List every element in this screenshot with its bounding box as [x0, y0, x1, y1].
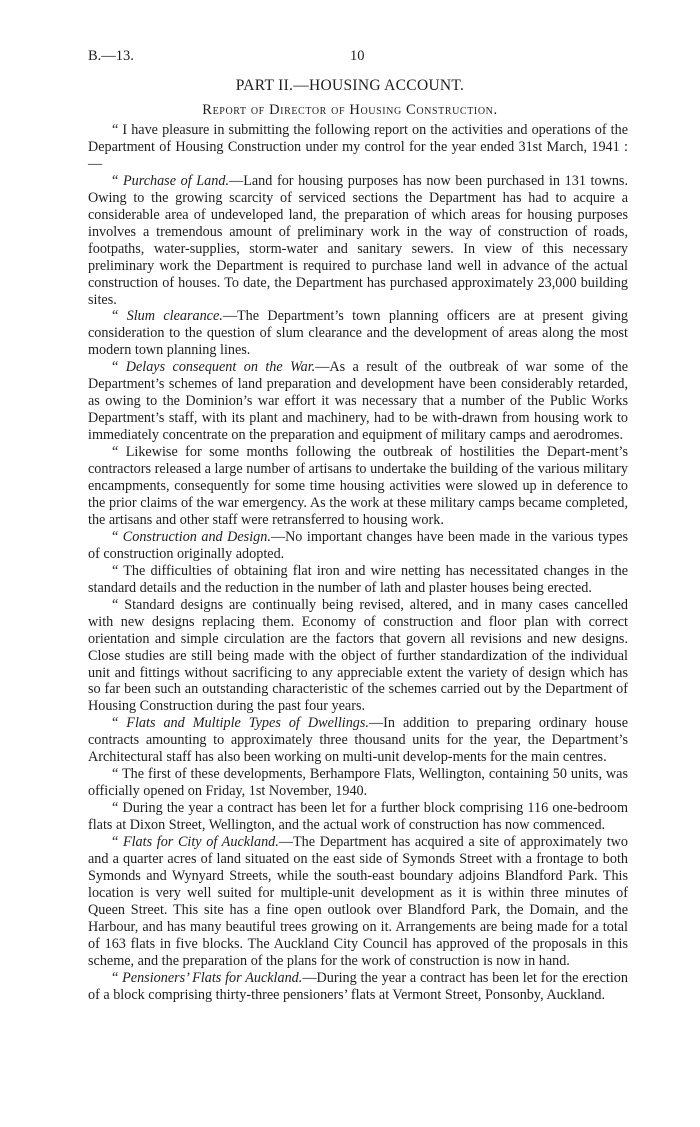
paragraph-construction-design: “ Construction and Design.—No important changes have been made in the various types of construction originally adopted.: [88, 528, 628, 562]
paragraph-text: —No important changes have been made in the various types of construction originally adopted.: [88, 528, 628, 562]
section-heading: Pensioners’ Flats for Auckland.: [122, 969, 303, 986]
paragraph-text: “ I have pleasure in submitting the following report on the activities and operations of the Department of Housing Construction under my control for the year ended 31st March, 1941 :—: [88, 122, 628, 172]
paragraph-flats-multiple: “ Flats and Multiple Types of Dwellings.—In addition to preparing ordinary house contracts amounting to approximately three thousand units for the year, the Department’s Architectural staff has also been working on multi-unit develop-ments for the main centres.: [88, 715, 628, 766]
paragraph-text: —Land for housing purposes has now been purchased in 131 towns. Owing to the growing scarcity of serviced sections the Department has had to acquire a considerable area of undeveloped land, the preparation of which areas for housing purposes involves a tremendous amount of preliminary work in the way of construction of roads, footpaths, water-supplies, storm-water and sanitary sewers. In view of this necessary preliminary work the Department is required to purchase land well in advance of the actual construction of houses. To date, the Department has purchased approximately 23,000 building sites.: [88, 172, 628, 308]
document-code: B.—13.: [88, 48, 134, 64]
paragraph-text: —In addition to preparing ordinary house contracts amounting to approximately three thousand units for the year, the Department’s Architectural staff has also been working on multi-unit develop-ments for the main centres.: [88, 715, 628, 766]
paragraph-slum-clearance: “ Slum clearance.—The Department’s town planning officers are at present giving consideration to the question of slum clearance and the development of areas along the most modern town planning lines.: [88, 308, 628, 359]
paragraph-dixon-street: [88, 800, 628, 834]
paragraph-berhampore: [88, 766, 628, 800]
part-title: PART II.—HOUSING ACCOUNT.: [235, 77, 465, 94]
paragraph-materials: [88, 563, 628, 597]
paragraph-pensioners-flats: “ Pensioners’ Flats for Auckland.—During the year a contract has been let for the erection of a block comprising thirty-three pensioners’ flats at Vermont Street, Ponsonby, Auckland.: [88, 969, 628, 1003]
report-body: [88, 122, 628, 1004]
report-title: Report of Director of Housing Construction.: [202, 102, 498, 118]
section-heading: Delays consequent on the War.: [125, 359, 316, 376]
section-heading: Construction and Design.: [122, 528, 271, 545]
paragraph-text: —As a result of the outbreak of war some of the Department’s schemes of land preparation and development have been considerably retarded, as owing to the Dominion’s war effort it was necessary that a number of the Public Works Department’s staff, with its plant and machinery, had to be with-drawn from housing work to immediately concentrate on the preparation and equipment of military camps and aerodromes.: [88, 359, 628, 444]
paragraph-standard-designs: [88, 597, 628, 716]
paragraph-text: —During the year a contract has been let for the erection of a block comprising thirty-three pensioners’ flats at Vermont Street, Ponsonby, Auckland.: [88, 969, 628, 1003]
paragraph-text: “ The difficulties of obtaining flat iron and wire netting has necessitated changes in the standard details and the reduction in the number of lath and plaster houses being erected.: [88, 562, 628, 596]
paragraph-text: —The Department’s town planning officers are at present giving consideration to the question of slum clearance and the development of areas along the most modern town planning lines.: [88, 308, 628, 359]
section-heading: Flats for City of Auckland.: [122, 834, 279, 851]
paragraph-contractors: [88, 444, 628, 529]
paragraph-introduction: [88, 122, 628, 173]
section-heading: Flats and Multiple Types of Dwellings.: [126, 715, 369, 732]
paragraph-text: “ Standard designs are continually being revised, altered, and in many cases cancelled with new designs replacing them. Economy of construction and floor plan with correct orientation and simple circulation are the factors that govern all revisions and new designs. Close studies are still being made with the object of further standardization of the individual unit and fittings without sacrificing to any appreciable extent the variety of design which has so far been such an outstanding characteristic of the schemes carried out by the Department of Housing Construction during the past four years.: [88, 596, 628, 715]
paragraph-auckland-flats: “ Flats for City of Auckland.—The Department has acquired a site of approximately two and a quarter acres of land situated on the east side of Symonds Street with a frontage to both Symonds and Wynyard Streets, while the south-east boundary adjoins Blandford Park. This location is very well suited for multiple-unit development as it is within three minutes of Queen Street. This site has a fine open outlook over Blandford Park, the Domain, and the Harbour, and has many beautiful trees growing on it. Arrangements are being made for a total of 163 flats in five blocks. The Auckland City Council has approved of the proposals in this scheme, and the preparation of the plans for the work of construction is now in hand.: [88, 834, 628, 969]
section-heading: Slum clearance.: [126, 308, 223, 325]
section-heading: Purchase of Land.: [122, 172, 230, 189]
paragraph-text: “ Likewise for some months following the outbreak of hostilities the Depart-ment’s contractors released a large number of artisans to undertake the building of the various military encampments, consequently for some time housing activities were slowed up in deference to the prior claims of the war emergency. As the work at these military camps became completed, the artisans and other staff were retransferred to housing work.: [88, 444, 628, 528]
paragraph-text: —The Department has acquired a site of approximately two and a quarter acres of land situated on the east side of Symonds Street with a frontage to both Symonds and Wynyard Streets, while the south-east boundary adjoins Blandford Park. This location is very well suited for multiple-unit development as it is within three minutes of Queen Street. This site has a fine open outlook over Blandford Park, the Domain, and the Harbour, and has many beautiful trees growing on it. Arrangements are being made for a total of 163 flats in five blocks. The Auckland City Council has approved of the proposals in this scheme, and the preparation of the plans for the work of construction is now in hand.: [88, 834, 628, 969]
paragraph-purchase-of-land: “ Purchase of Land.—Land for housing purposes has now been purchased in 131 towns. Owing to the growing scarcity of serviced sections the Department has had to acquire a considerable area of undeveloped land, the preparation of which areas for housing purposes involves a tremendous amount of preliminary work in the way of construction of roads, footpaths, water-supplies, storm-water and sanitary sewers. In view of this necessary preliminary work the Department is required to purchase land well in advance of the actual construction of houses. To date, the Department has purchased approximately 23,000 building sites.: [88, 172, 628, 308]
page-number: 10: [350, 48, 365, 64]
paragraph-text: “ During the year a contract has been let for a further block comprising 116 one-bedroom flats at Dixon Street, Wellington, and the actual work of construction has now commenced.: [88, 800, 628, 834]
paragraph-war-delays: “ Delays consequent on the War.—As a result of the outbreak of war some of the Department’s schemes of land preparation and development have been considerably retarded, as owing to the Dominion’s war effort it was necessary that a number of the Public Works Department’s staff, with its plant and machinery, had to be with-drawn from housing work to immediately concentrate on the preparation and equipment of military camps and aerodromes.: [88, 359, 628, 444]
paragraph-text: “ The first of these developments, Berhampore Flats, Wellington, containing 50 units, was officially opened on Friday, 1st November, 1940.: [88, 766, 628, 800]
